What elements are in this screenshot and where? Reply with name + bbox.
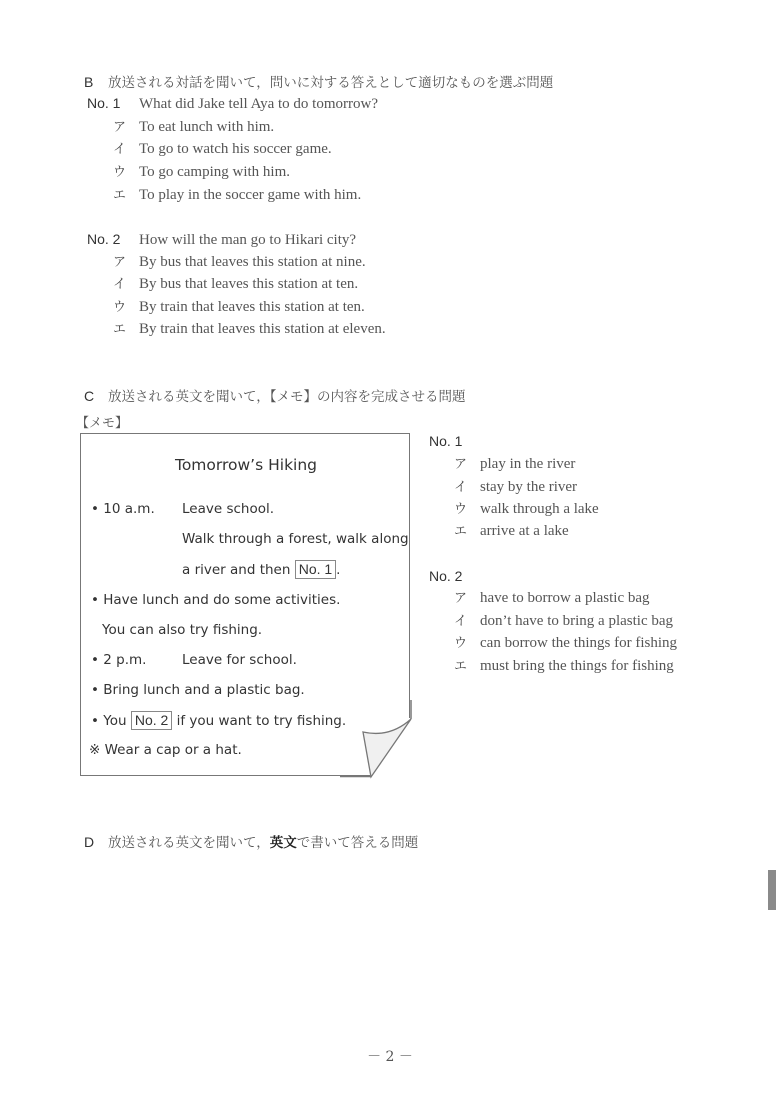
option-text: To play in the soccer game with him.: [139, 187, 362, 203]
memo-text: .: [336, 562, 341, 578]
option-mark: エ: [113, 322, 127, 337]
answer-blank-no2: No. 2: [131, 711, 172, 730]
option-text: By bus that leaves this station at ten.: [139, 276, 359, 292]
memo-line-fishing: You can also try fishing.: [102, 622, 263, 638]
section-c-letter: C: [84, 388, 95, 404]
question-number: No. 1: [87, 95, 121, 111]
option-mark: イ: [454, 480, 468, 495]
c-question-2-number: [429, 566, 481, 585]
c-q2-option-a[interactable]: [454, 587, 650, 607]
c-q1-option-d[interactable]: [454, 520, 569, 540]
option-text: don’t have to bring a plastic bag: [480, 613, 674, 629]
section-b-letter: B: [84, 74, 94, 90]
option-text: By train that leaves this station at eleven.: [139, 321, 386, 337]
section-d-heading: [84, 831, 418, 851]
c-q2-option-b[interactable]: [454, 610, 673, 630]
b-q1-option-a[interactable]: [113, 116, 274, 136]
memo-line-leave-for-school: Leave for school.: [182, 652, 297, 668]
page-number: － 2 －: [367, 1049, 413, 1065]
b-q2-option-d[interactable]: [113, 318, 386, 338]
c-q1-option-b[interactable]: [454, 476, 577, 496]
edge-index-mark: [768, 870, 776, 910]
option-mark: ア: [113, 120, 127, 135]
question-number: No. 1: [429, 433, 463, 449]
c-q2-option-d[interactable]: [454, 655, 674, 675]
section-b-heading: [84, 71, 553, 91]
option-mark: エ: [113, 188, 127, 203]
option-text: To go camping with him.: [139, 164, 291, 180]
question-text: What did Jake tell Aya to do tomorrow?: [139, 96, 378, 112]
option-text: To go to watch his soccer game.: [139, 141, 332, 157]
option-mark: ウ: [113, 165, 127, 180]
memo-line-cap: ※ Wear a cap or a hat.: [89, 742, 242, 758]
option-text: walk through a lake: [480, 501, 599, 517]
section-d-letter: D: [84, 834, 95, 850]
option-mark: ウ: [454, 636, 468, 651]
page-curl-icon: [340, 700, 420, 785]
option-mark: エ: [454, 659, 468, 674]
answer-blank-no1: No. 1: [295, 560, 336, 579]
memo-line-lunch: • Have lunch and do some activities.: [91, 592, 341, 608]
memo-text: a river and then: [182, 562, 291, 578]
instruction-text: で書いて答える問題: [296, 835, 419, 851]
c-q2-option-c[interactable]: [454, 632, 677, 652]
question-text: How will the man go to Hikari city?: [139, 232, 357, 248]
memo-title: Tomorrow’s Hiking: [174, 456, 318, 474]
memo-line-leave-school: Leave school.: [182, 501, 275, 517]
instruction-emphasis: 英文: [269, 835, 297, 851]
option-mark: イ: [113, 277, 127, 292]
b-question-2: [87, 229, 356, 249]
section-b-instruction: 放送される対話を聞いて，問いに対する答えとして適切なものを選ぶ問題: [108, 75, 554, 91]
option-mark: イ: [113, 142, 127, 157]
option-mark: ウ: [454, 502, 468, 517]
instruction-text: 放送される英文を聞いて，: [108, 835, 270, 851]
b-q1-option-d[interactable]: [113, 184, 361, 204]
memo-label: 【メモ】: [76, 416, 129, 431]
memo-text: if you want to try fishing.: [176, 713, 347, 729]
option-text: play in the river: [480, 456, 576, 472]
section-d-instruction: [108, 835, 418, 851]
option-text: arrive at a lake: [480, 523, 569, 539]
b-q1-option-c[interactable]: [113, 161, 290, 181]
section-c-instruction: 放送される英文を聞いて，【メモ】の内容を完成させる問題: [108, 389, 466, 405]
option-text: stay by the river: [480, 479, 578, 495]
c-q1-option-a[interactable]: [454, 453, 575, 473]
memo-line-river: [182, 560, 340, 579]
option-text: can borrow the things for fishing: [480, 635, 678, 651]
memo-text: • You: [91, 713, 127, 729]
memo-time-2pm: • 2 p.m.: [91, 652, 147, 668]
b-q2-option-b[interactable]: [113, 273, 358, 293]
option-mark: ア: [113, 255, 127, 270]
c-q1-option-c[interactable]: [454, 498, 599, 518]
c-question-1-number: [429, 431, 481, 450]
section-c-heading: [84, 385, 465, 405]
memo-line-walk: Walk through a forest, walk along: [182, 531, 409, 547]
option-text: must bring the things for fishing: [480, 658, 674, 674]
option-mark: ア: [454, 591, 468, 606]
b-q1-option-b[interactable]: [113, 138, 332, 158]
memo-time-10am: • 10 a.m.: [91, 501, 155, 517]
option-mark: エ: [454, 524, 468, 539]
option-mark: ウ: [113, 300, 127, 315]
option-mark: ア: [454, 457, 468, 472]
memo-line-you: [91, 711, 346, 730]
b-q2-option-c[interactable]: [113, 296, 365, 316]
b-q2-option-a[interactable]: [113, 251, 366, 271]
b-question-1: [87, 93, 378, 113]
option-text: To eat lunch with him.: [139, 119, 275, 135]
memo-line-bring: • Bring lunch and a plastic bag.: [91, 682, 305, 698]
option-text: By train that leaves this station at ten.: [139, 299, 365, 315]
question-number: No. 2: [87, 231, 121, 247]
option-text: have to borrow a plastic bag: [480, 590, 650, 606]
question-number: No. 2: [429, 568, 463, 584]
option-text: By bus that leaves this station at nine.: [139, 254, 366, 270]
option-mark: イ: [454, 614, 468, 629]
